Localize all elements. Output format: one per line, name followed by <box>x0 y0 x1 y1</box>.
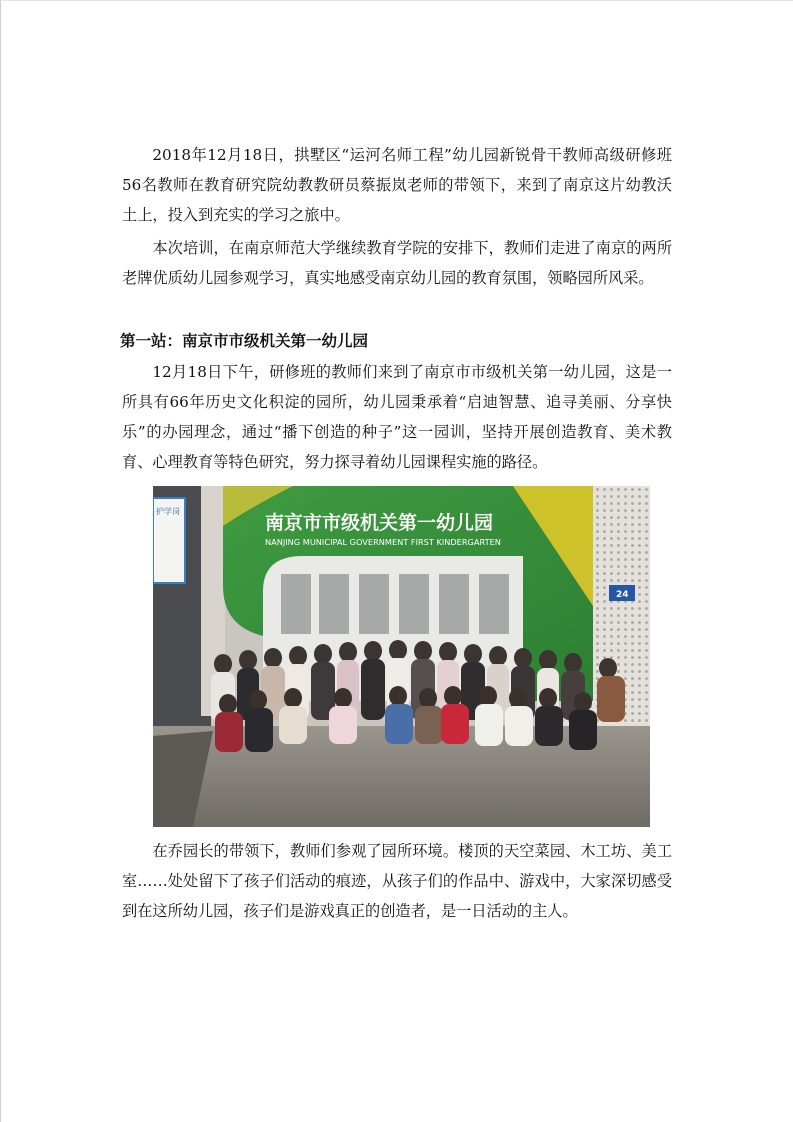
building-sign-english: NANJING MUNICIPAL GOVERNMENT FIRST KINDERGARTEN <box>265 537 501 547</box>
side-sign: 护学岗 <box>156 507 180 516</box>
paragraph-first-stop: 12月18日下午，研修班的教师们来到了南京市市级机关第一幼儿园，这是一所具有66年历史文化积淀的园所，幼儿园秉承着“启迪智慧、追寻美丽、分享快乐”的办园理念，通过“播下创造的种子”这一园训，坚持开展创造教育、美术教育、心理教育等特色研究，努力探寻着幼儿园课程实施的路径。 <box>122 363 672 471</box>
paragraph-training: 本次培训，在南京师范大学继续教育学院的安排下，教师们走进了南京的两所老牌优质幼儿园参观学习，真实地感受南京幼儿园的教育氛围，领略园所风采。 <box>122 239 672 287</box>
door-number: 24 <box>616 590 629 600</box>
section-heading: 第一站：南京市市级机关第一幼儿园 <box>120 332 369 350</box>
paragraph-tour: 在乔园长的带领下，教师们参观了园所环境。楼顶的天空菜园、木工坊、美工室……处处留下了孩子们活动的痕迹，从孩子们的作品中、游戏中，大家深切感受到在这所幼儿园，孩子们是游戏真正的创造者，是一日活动的主人。 <box>122 842 672 920</box>
building-sign: 南京市市级机关第一幼儿园 <box>265 512 494 534</box>
group-photo <box>153 486 650 827</box>
paragraph-intro: 2018年12月18日，拱墅区“运河名师工程”幼儿园新锐骨干教师高级研修班56名教师在教育研究院幼教教研员蔡振岚老师的带领下，来到了南京这片幼教沃土上，投入到充实的学习之旅中。 <box>122 146 672 224</box>
